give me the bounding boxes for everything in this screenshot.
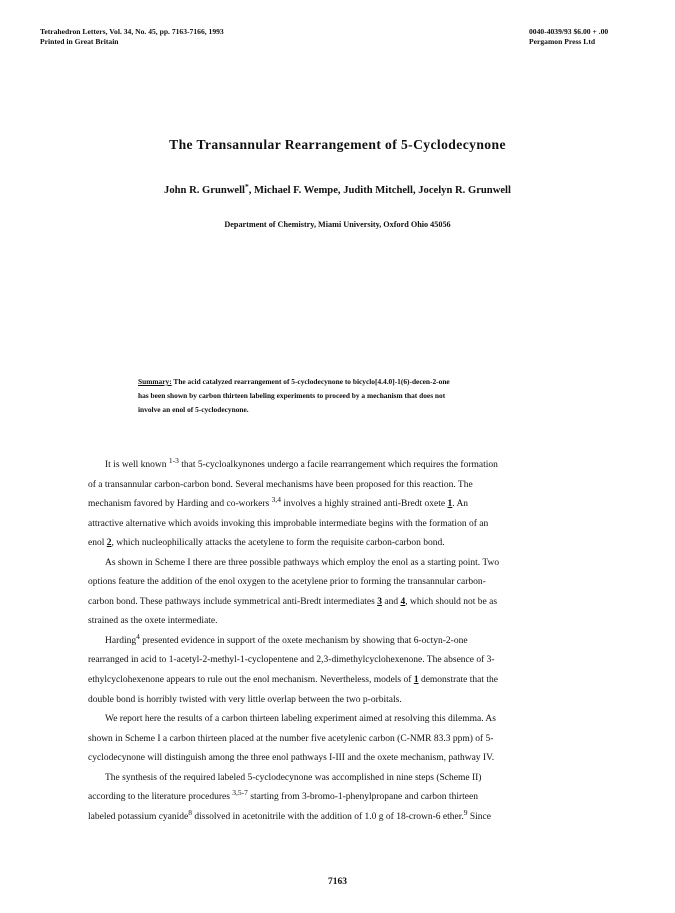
citation: 3,4: [271, 495, 281, 505]
text-line: strained as the oxete intermediate.: [88, 616, 218, 627]
text-line: ethylcyclohexenone appears to rule out the enol mechanism. Nevertheless, models of 1 demonstrate that the: [88, 675, 498, 686]
citation: 8: [188, 807, 192, 817]
publisher-line: Pergamon Press Ltd: [529, 37, 596, 46]
summary: [138, 375, 450, 418]
paper-title: The Transannular Rearrangement of 5-Cyclodecynone: [169, 137, 506, 152]
text-line: options feature the addition of the enol oxygen to the acetylene prior to forming the transannular carbon-: [88, 577, 486, 588]
text-line: of a transannular carbon-carbon bond. Several mechanisms have been proposed for this reaction. The: [88, 479, 473, 490]
affiliation: Department of Chemistry, Miami University, Oxford Ohio 45056: [224, 220, 451, 229]
issn-price-line: 0040-4039/93 $6.00 + .00: [529, 27, 609, 36]
journal-citation: [40, 27, 224, 47]
co-authors: , Michael F. Wempe, Judith Mitchell, Jocelyn R. Grunwell: [248, 185, 511, 196]
text-line: carbon bond. These pathways include symmetrical anti-Bredt intermediates 3 and 4, which should not be as: [88, 596, 498, 607]
text-line: enol 2, which nucleophilically attacks the acetylene to form the requisite carbon-carbon bond.: [88, 538, 445, 549]
text-line: mechanism favored by Harding and co-workers $^{3,4}$ involves a highly strained anti-Bredt oxete 1. An: [88, 495, 469, 510]
corresponding-mark: *: [245, 182, 249, 191]
citation: 3,5-7: [232, 788, 248, 798]
citation: 1-3: [168, 456, 179, 465]
text-line: cyclodecynone will distinguish among the three enol pathways I-III and the oxete mechanism, pathway IV.: [88, 753, 495, 764]
page-number: 7163: [328, 877, 347, 887]
citation: 9: [463, 807, 468, 817]
compound-number: 1: [413, 675, 419, 686]
printed-in-line: Printed in Great Britain: [40, 37, 119, 46]
text-line: rearranged in acid to 1-acetyl-2-methyl-1-cyclopentene and 2,3-dimethylcyclohexenone. The absence of 3-: [88, 655, 495, 666]
summary-label: Summary:: [138, 377, 172, 386]
text-line: attractive alternative which avoids invoking this improbable intermediate begins with the formation of an: [88, 518, 489, 529]
text-line: The synthesis of the required labeled 5-cyclodecynone was accomplished in nine steps (Scheme II): [105, 772, 482, 783]
summary-line: has been shown by carbon thirteen labeling experiments to proceed by a mechanism that does not: [138, 391, 446, 401]
text-line: It is well known $^{1-3}$ that 5-cycloalkynones undergo a facile rearrangement which requires the formation: [105, 456, 498, 470]
compound-number: 1: [447, 499, 453, 510]
text-line: Harding$^4$ presented evidence in support of the oxete mechanism by showing that 6-octyn-2-one: [105, 631, 468, 646]
compound-number: 2: [106, 538, 112, 549]
compound-number: 4: [400, 596, 406, 607]
compound-number: 3: [377, 596, 382, 607]
body-text: [88, 456, 598, 827]
text-line: according to the literature procedures $^{3,5-7}$ starting from 3-bromo-1-phenylpropane and carbon thirteen: [88, 788, 478, 803]
text-line: labeled potassium cyanide$^8$ dissolved in acetonitrile with the addition of 1.0 g of 18-crown-6 ether.$^9$ Since: [88, 807, 491, 822]
text-line: We report here the results of a carbon thirteen labeling experiment aimed at resolving this dilemma. As: [105, 714, 496, 725]
text-line: As shown in Scheme I there are three possible pathways which employ the enol as a starting point. Two: [105, 557, 500, 568]
journal-citation-line: Tetrahedron Letters, Vol. 34, No. 45, pp. 7163-7166, 1993: [40, 27, 224, 36]
author-list: [0, 182, 675, 196]
citation: 4: [136, 631, 140, 641]
text-line: double bond is horribly twisted with very little overlap between the two p-orbitals.: [88, 694, 402, 705]
price-code: [529, 27, 608, 47]
text-line: shown in Scheme I a carbon thirteen placed at the number five acetylenic carbon (C-NMR 83.3 ppm) of 5-: [88, 733, 494, 744]
summary-line: involve an enol of 5-cyclodecynone.: [138, 405, 249, 415]
first-author: John R. Grunwell: [164, 185, 245, 196]
summary-line: Summary: The acid catalyzed rearrangement of 5-cyclodecynone to bicyclo[4.4.0]-1(6)-decen-2-one: [138, 377, 450, 386]
